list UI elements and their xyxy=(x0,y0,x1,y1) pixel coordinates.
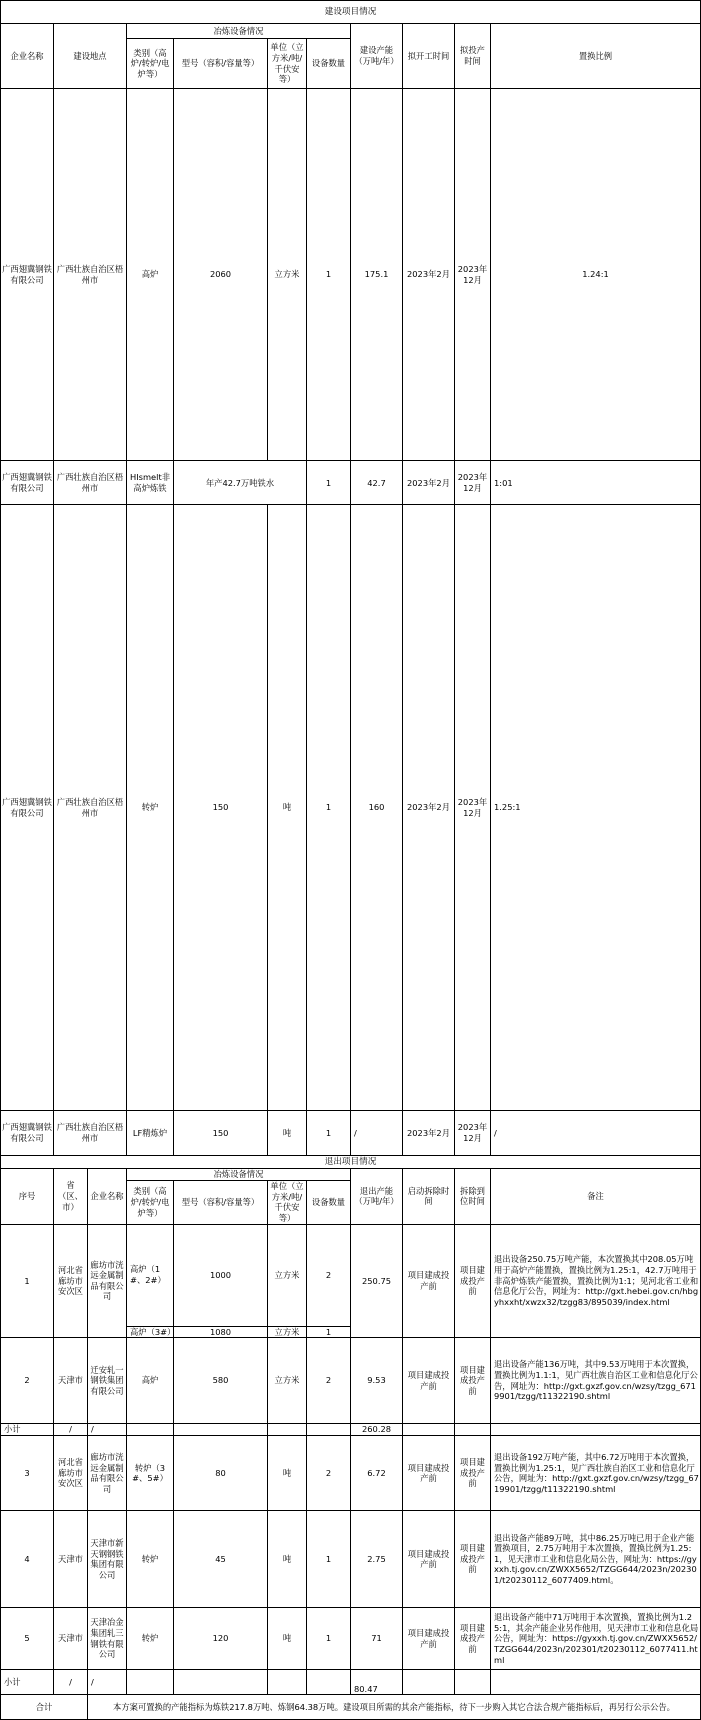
quantity-cell: 1 xyxy=(307,89,351,461)
province-cell: 天津市 xyxy=(54,1511,88,1608)
location-cell: 广西壮族自治区梧州市 xyxy=(54,1111,127,1156)
exit-unit-cell: 吨 xyxy=(268,1608,307,1670)
header-ratio: 置换比例 xyxy=(491,24,701,89)
header-demolish-start: 启动拆除时间 xyxy=(403,1169,455,1224)
location-cell: 广西壮族自治区梧州市 xyxy=(54,461,127,505)
location-cell: 广西壮族自治区梧州市 xyxy=(54,505,127,1111)
unit-cell: 吨 xyxy=(268,1111,307,1156)
table-row xyxy=(1,1338,701,1424)
production-cell: 2023年12月 xyxy=(455,89,491,461)
exit-capacity-cell: 2.75 xyxy=(351,1511,403,1608)
subtotal-slash: / xyxy=(54,1670,88,1695)
exit-company-cell: 天津市新天钢钢铁集团有限公司 xyxy=(88,1511,127,1608)
category-cell: LF精炼炉 xyxy=(127,1111,174,1156)
header-exit-model: 型号（容积/容量等） xyxy=(174,1181,268,1224)
exit-quantity-cell: 2 xyxy=(307,1224,351,1326)
exit-model-cell: 580 xyxy=(174,1338,268,1424)
header-exit-company: 企业名称 xyxy=(88,1169,127,1224)
exit-quantity-cell: 1 xyxy=(307,1511,351,1608)
header-exit-capacity: 退出产能（万吨/年） xyxy=(351,1169,403,1224)
subtotal-slash: / xyxy=(88,1424,127,1436)
demolish-done-cell: 项目建成投产前 xyxy=(455,1608,491,1670)
demolish-done-cell: 项目建成投产前 xyxy=(455,1224,491,1338)
exit-remark-cell: 退出设备产能136万吨，其中9.53万吨用于本次置换，置换比例为1.1:1，见广西壮族自治区工业和信息化厅公告，网址为：http://gxt.gxzf.gov.cn/wzsy/tzgg_6719901/tzgg/t11322190.shtml xyxy=(491,1338,701,1424)
exit-remark-cell: 退出设备产能89万吨，其中86.25万吨已用于企业产能置换项目，2.75万吨用于本次置换，置换比例为1.25:1，见天津市工业和信息化局公告，网址为：https://gyxxh.tj.gov.cn/ZWXX5652/TZGG644/2023n/202301/t20230112_6077409.html。 xyxy=(491,1511,701,1608)
exit-model-cell: 45 xyxy=(174,1511,268,1608)
demolish-start-cell: 项目建成投产前 xyxy=(403,1511,455,1608)
total-label: 合计 xyxy=(1,1695,88,1720)
header-capacity: 建设产能（万吨/年） xyxy=(351,24,403,89)
ratio-cell: / xyxy=(491,1111,701,1156)
demolish-done-cell: 项目建成投产前 xyxy=(455,1511,491,1608)
subtotal-value: 80.47 xyxy=(351,1670,403,1695)
seq-cell: 4 xyxy=(1,1511,54,1608)
production-cell: 2023年12月 xyxy=(455,461,491,505)
exit-capacity-cell: 71 xyxy=(351,1608,403,1670)
exit-remark-cell: 退出设备产能中71万吨用于本次置换，置换比例为1.25:1，其余产能企业另作他用，见天津市工业和信息化局公告，网址为：https://gyxxh.tj.gov.cn/ZWXX5652/TZGG644/2023n/202301/t20230112_6077411.html xyxy=(491,1608,701,1670)
header-equipment-group: 冶炼设备情况 xyxy=(127,24,351,39)
ratio-cell: 1.25:1 xyxy=(491,505,701,1111)
province-cell: 河北省廊坊市安次区 xyxy=(54,1224,88,1338)
company-cell: 广西翅冀钢铁有限公司 xyxy=(1,505,54,1111)
header-location: 建设地点 xyxy=(54,24,127,89)
production-cell: 2023年12月 xyxy=(455,505,491,1111)
province-cell: 天津市 xyxy=(54,1338,88,1424)
exit-category-cell: 转炉 xyxy=(127,1608,174,1670)
exit-company-cell: 廊坊市洸远金属制品有限公司 xyxy=(88,1224,127,1338)
header-quantity: 设备数量 xyxy=(307,39,351,89)
exit-section-title: 退出项目情况 xyxy=(1,1156,701,1169)
header-exit-remark: 备注 xyxy=(491,1169,701,1224)
capacity-cell: 175.1 xyxy=(351,89,403,461)
header-province: 省（区、市） xyxy=(54,1169,88,1224)
exit-unit-cell: 立方米 xyxy=(268,1224,307,1326)
exit-unit-cell: 吨 xyxy=(268,1511,307,1608)
quantity-cell: 1 xyxy=(307,461,351,505)
header-company: 企业名称 xyxy=(1,24,54,89)
header-exit-unit: 单位（立方米/吨/千伏安等） xyxy=(268,1181,307,1224)
start-cell: 2023年2月 xyxy=(403,89,455,461)
subtotal-label: 小计 xyxy=(1,1670,54,1695)
table-row xyxy=(1,1111,701,1156)
exit-company-cell: 迁安轧一钢铁集团有限公司 xyxy=(88,1338,127,1424)
start-cell: 2023年2月 xyxy=(403,461,455,505)
table-row xyxy=(1,1436,701,1511)
exit-capacity-cell: 250.75 xyxy=(351,1224,403,1338)
subtotal-row xyxy=(1,1670,701,1695)
model-cell: 2060 xyxy=(174,89,268,461)
merged-spec-cell: 年产42.7万吨铁水 xyxy=(174,461,307,505)
header-exit-quantity: 设备数量 xyxy=(307,1181,351,1224)
header-category: 类别（高炉/转炉/电炉等） xyxy=(127,39,174,89)
header-model: 型号（容积/容量等） xyxy=(174,39,268,89)
exit-remark-cell: 退出设备192万吨产能，其中6.72万吨用于本次置换，置换比例为1.25:1，见广西壮族自治区工业和信息化厅公告，网址为：http://gxt.gxzf.gov.cn/wzsy/tzgg_6719901/tzgg/t11322190.shtml xyxy=(491,1436,701,1511)
company-cell: 广西翅冀钢铁有限公司 xyxy=(1,461,54,505)
exit-capacity-cell: 6.72 xyxy=(351,1436,403,1511)
unit-cell: 立方米 xyxy=(268,89,307,461)
subtotal-slash: / xyxy=(88,1670,127,1695)
capacity-cell: / xyxy=(351,1111,403,1156)
table-row xyxy=(1,1511,701,1608)
exit-category-cell: 高炉（3#） xyxy=(127,1326,174,1338)
seq-cell: 2 xyxy=(1,1338,54,1424)
company-cell: 广西翅冀钢铁有限公司 xyxy=(1,89,54,461)
table-row xyxy=(1,89,701,461)
seq-cell: 1 xyxy=(1,1224,54,1338)
exit-quantity-cell: 2 xyxy=(307,1436,351,1511)
ratio-cell: 1.24:1 xyxy=(491,89,701,461)
demolish-done-cell: 项目建成投产前 xyxy=(455,1436,491,1511)
province-cell: 河北省廊坊市安次区 xyxy=(54,1436,88,1511)
province-cell: 天津市 xyxy=(54,1608,88,1670)
seq-cell: 3 xyxy=(1,1436,54,1511)
total-row xyxy=(1,1695,701,1720)
exit-capacity-cell: 9.53 xyxy=(351,1338,403,1424)
demolish-start-cell: 项目建成投产前 xyxy=(403,1436,455,1511)
subtotal-label: 小计 xyxy=(1,1424,54,1436)
exit-model-cell: 1080 xyxy=(174,1326,268,1338)
table-row xyxy=(1,461,701,505)
table-row xyxy=(1,1224,701,1326)
demolish-done-cell: 项目建成投产前 xyxy=(455,1338,491,1424)
header-seq: 序号 xyxy=(1,1169,54,1224)
construction-section-title: 建设项目情况 xyxy=(1,1,701,24)
demolish-start-cell: 项目建成投产前 xyxy=(403,1608,455,1670)
exit-category-cell: 高炉（1#、2#） xyxy=(127,1224,174,1326)
header-unit: 单位（立方米/吨/千伏安等） xyxy=(268,39,307,89)
demolish-start-cell: 项目建成投产前 xyxy=(403,1224,455,1338)
location-cell: 广西壮族自治区梧州市 xyxy=(54,89,127,461)
exit-company-cell: 天津冶金集团轧三钢铁有限公司 xyxy=(88,1608,127,1670)
subtotal-value: 260.28 xyxy=(351,1424,403,1436)
exit-model-cell: 1000 xyxy=(174,1224,268,1326)
header-exit-category: 类别（高炉/转炉/电炉等） xyxy=(127,1181,174,1224)
capacity-cell: 160 xyxy=(351,505,403,1111)
exit-category-cell: 高炉 xyxy=(127,1338,174,1424)
exit-quantity-cell: 1 xyxy=(307,1608,351,1670)
production-cell: 2023年12月 xyxy=(455,1111,491,1156)
header-production-time: 拟投产时间 xyxy=(455,24,491,89)
exit-category-cell: 转炉（3#、5#） xyxy=(127,1436,174,1511)
header-demolish-done: 拆除到位时间 xyxy=(455,1169,491,1224)
exit-model-cell: 120 xyxy=(174,1608,268,1670)
category-cell: 高炉 xyxy=(127,89,174,461)
quantity-cell: 1 xyxy=(307,505,351,1111)
total-text: 本方案可置换的产能指标为炼铁217.8万吨、炼钢64.38万吨。建设项目所需的其余产能指标，待下一步购入其它合法合规产能指标后，再另行公示公告。 xyxy=(88,1695,701,1720)
exit-remark-cell: 退出设备250.75万吨产能，本次置换其中208.05万吨用于高炉产能置换，置换比例为1.25:1，42.7万吨用于非高炉炼铁产能置换，置换比例为1:1；见河北省工业和信息化厅公告，网址为：http://gxt.hebei.gov.cn/hbgyhxxht/xwzx32/tzgg83/895039/index.html xyxy=(491,1224,701,1338)
exit-company-cell: 廊坊市洸远金属制品有限公司 xyxy=(88,1436,127,1511)
subtotal-row xyxy=(1,1424,701,1436)
company-cell: 广西翅冀钢铁有限公司 xyxy=(1,1111,54,1156)
category-cell: HIsmelt非高炉炼铁 xyxy=(127,461,174,505)
header-start-time: 拟开工时间 xyxy=(403,24,455,89)
quantity-cell: 1 xyxy=(307,1111,351,1156)
exit-category-cell: 转炉 xyxy=(127,1511,174,1608)
header-exit-equipment-group: 冶炼设备情况 xyxy=(127,1169,351,1181)
model-cell: 150 xyxy=(174,1111,268,1156)
subtotal-slash: / xyxy=(54,1424,88,1436)
unit-cell: 吨 xyxy=(268,505,307,1111)
exit-unit-cell: 立方米 xyxy=(268,1326,307,1338)
start-cell: 2023年2月 xyxy=(403,1111,455,1156)
exit-quantity-cell: 2 xyxy=(307,1338,351,1424)
start-cell: 2023年2月 xyxy=(403,505,455,1111)
demolish-start-cell: 项目建成投产前 xyxy=(403,1338,455,1424)
ratio-cell: 1:01 xyxy=(491,461,701,505)
exit-quantity-cell: 1 xyxy=(307,1326,351,1338)
category-cell: 转炉 xyxy=(127,505,174,1111)
model-cell: 150 xyxy=(174,505,268,1111)
seq-cell: 5 xyxy=(1,1608,54,1670)
table-row xyxy=(1,1608,701,1670)
exit-model-cell: 80 xyxy=(174,1436,268,1511)
exit-unit-cell: 立方米 xyxy=(268,1338,307,1424)
exit-unit-cell: 吨 xyxy=(268,1436,307,1511)
table-row xyxy=(1,505,701,1111)
capacity-cell: 42.7 xyxy=(351,461,403,505)
